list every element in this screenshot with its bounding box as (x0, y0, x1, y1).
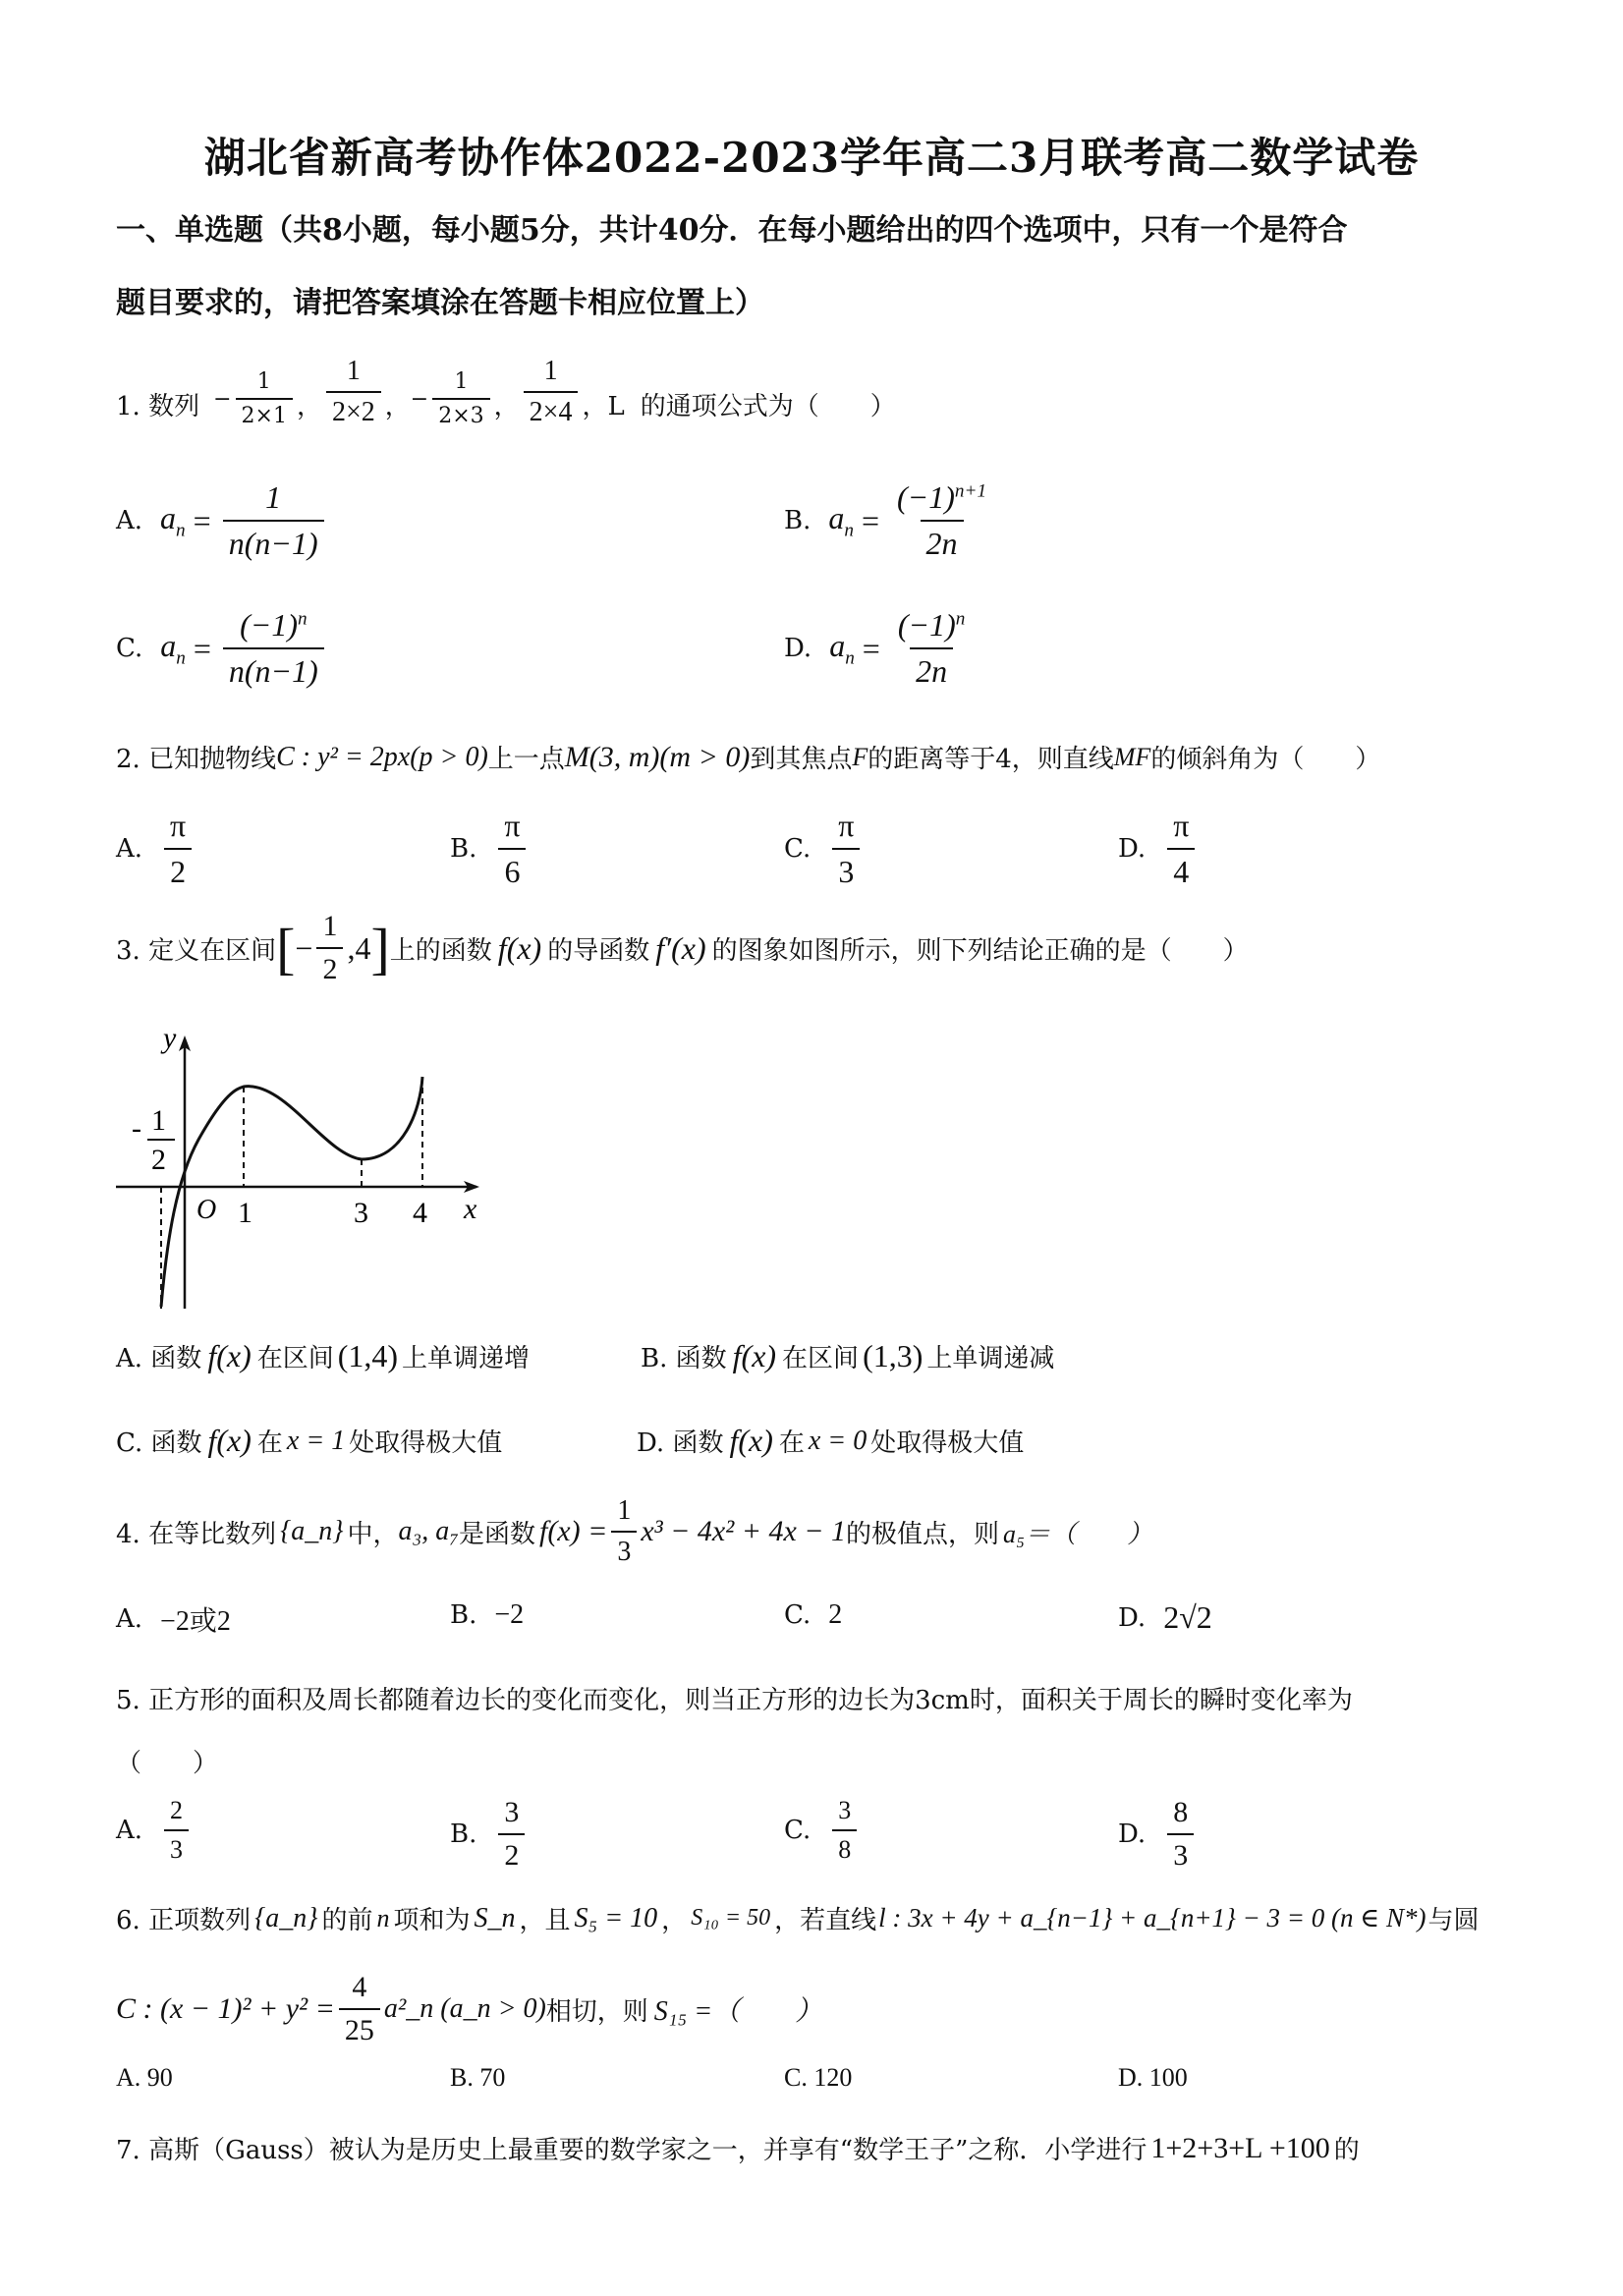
neg-half-numerator: 1 (151, 1104, 166, 1137)
q6-option-b[interactable]: B. 70 (450, 2063, 506, 2092)
derivative-curve (161, 1077, 422, 1307)
question-4: 4. 在等比数列 {a_n} 中， a₃, a₇ 是函数 f(x) = $\frac{1}{3}$ x³ − 4x² + 4x − 1 的极值点，则 a₅＝（ ） (116, 1495, 1153, 1567)
q4-option-a[interactable]: A. −2或2 (116, 1604, 231, 1637)
q2-option-b[interactable]: B. $\frac{\pi}{6}$ (450, 808, 531, 890)
q5-option-a[interactable]: A. $\frac{2}{3}$ (116, 1796, 193, 1865)
q5-option-b[interactable]: B. $\frac{3}{2}$ (450, 1796, 529, 1873)
section-heading-line2: 题目要求的，请把答案填涂在答题卡相应位置上） (116, 286, 764, 320)
tick-label-1: 1 (238, 1197, 252, 1229)
q6-option-d[interactable]: D. 100 (1118, 2063, 1188, 2092)
q1-suffix: 的通项公式为（ ） (640, 392, 896, 421)
q2-option-d[interactable]: D. $\frac{\pi}{4}$ (1118, 808, 1199, 890)
q1-term-3: − $\frac{1}{2\times 3}$ (411, 369, 494, 428)
q1-option-a[interactable]: A. $a_n$ = $\frac{1}{n(n-1)}$ (116, 479, 328, 562)
q4-option-b[interactable]: B. −2 (450, 1599, 525, 1630)
q1-option-c[interactable]: C. $a_n$ = $\frac{(-1)^n}{n(n-1)}$ (116, 607, 328, 690)
q4-option-c[interactable]: C. 2 (784, 1599, 843, 1630)
tick-label-3: 3 (354, 1197, 368, 1229)
q1-ellipsis: ，L (582, 392, 625, 421)
q3-option-c[interactable]: C. 函数 f(x) 在 x = 1 处取得极大值 (116, 1423, 503, 1458)
question-5-line2: （ ） (116, 1749, 219, 1778)
q3-option-d[interactable]: D. 函数 f(x) 在 x = 0 处取得极大值 (637, 1423, 1025, 1458)
q1-prefix: 1. 数列 (116, 392, 200, 421)
q6-option-c[interactable]: C. 120 (784, 2063, 853, 2092)
question-5-line1: 5. 正方形的面积及周长都随着边长的变化而变化，则当正方形的边长为3cm时，面积关于周长的瞬时变化率为 (116, 1686, 1353, 1715)
question-1: 1. 数列 − $\frac{1}{2\times 1}$ ， $\frac{1}{2\times 2}$ ， − $\frac{1}{2\times 3}$ ， $\frac{1}{2\times 4}$ ，L 的通项公式为（ ） (116, 356, 896, 428)
neg-half-minus: - (132, 1112, 141, 1145)
question-3: 3. 定义在区间 [ − $\frac{1}{2}$ ,4 ] 上的函数 f(x) 的导函数 f′(x) 的图象如图所示，则下列结论正确的是（ ） (116, 910, 1249, 985)
q5-option-c[interactable]: C. $\frac{3}{8}$ (784, 1796, 861, 1865)
tick-label-4: 4 (413, 1197, 427, 1229)
page-title: 湖北省新高考协作体2022-2023学年高二3月联考高二数学试卷 (203, 134, 1420, 182)
q1-term-4: $\frac{1}{2\times 4}$ (520, 356, 583, 428)
y-axis-label: y (163, 1022, 177, 1054)
q6-option-a[interactable]: A. 90 (116, 2063, 173, 2092)
origin-label: O (196, 1195, 217, 1225)
question-6-line2: C : (x − 1)² + y² = $\frac{4}{25}$ a²_n (a_n > 0) 相切，则 S₁₅ =（ ） (116, 1971, 823, 2046)
q2-option-a[interactable]: A. $\frac{\pi}{2}$ (116, 808, 196, 890)
question-7: 7. 高斯（Gauss）被认为是历史上最重要的数学家之一，并享有“数学王子”之称．小学进行 1+2+3+L +100 的 (116, 2131, 1360, 2165)
section-heading-line1: 一、单选题（共8小题，每小题5分，共计40分．在每小题给出的四个选项中，只有一个是符合 (116, 213, 1348, 248)
x-axis-label: x (464, 1193, 477, 1225)
q1-option-d[interactable]: D. $a_n$ = $\frac{(-1)^n}{2n}$ (784, 607, 966, 689)
q1-option-b[interactable]: B. $a_n$ = $\frac{(-1)^{n+1}}{2n}$ (784, 479, 987, 561)
q1-term-1: − $\frac{1}{2\times 1}$ (213, 369, 297, 428)
q3-option-b[interactable]: B. 函数 f(x) 在区间 (1,3) 上单调递减 (641, 1338, 1055, 1373)
neg-half-denominator: 2 (151, 1144, 166, 1176)
q4-option-d[interactable]: D. 2√2 (1118, 1599, 1212, 1635)
question-2: 2. 已知抛物线 C : y² = 2px(p > 0) 上一点 M(3, m)(m > 0) 到其焦点 F 的距离等于4，则直线 MF 的倾斜角为（ ） (116, 740, 1381, 774)
q5-option-d[interactable]: D. $\frac{8}{3}$ (1118, 1796, 1198, 1873)
derivative-graph (108, 1022, 501, 1326)
q3-option-a[interactable]: A. 函数 f(x) 在区间 (1,4) 上单调递增 (116, 1338, 531, 1373)
q2-option-c[interactable]: C. $\frac{\pi}{3}$ (784, 808, 864, 890)
q1-term-2: $\frac{1}{2\times 2}$ (322, 356, 385, 428)
question-6-line1: 6. 正项数列 {a_n} 的前 n 项和为 S_n ，且 S₅ = 10 ， S₁₀ = 50 ，若直线 l : 3x + 4y + a_{n−1} + a_{n+1} − 3 = 0 (n ∈ N*) 与圆 (116, 1902, 1480, 1935)
